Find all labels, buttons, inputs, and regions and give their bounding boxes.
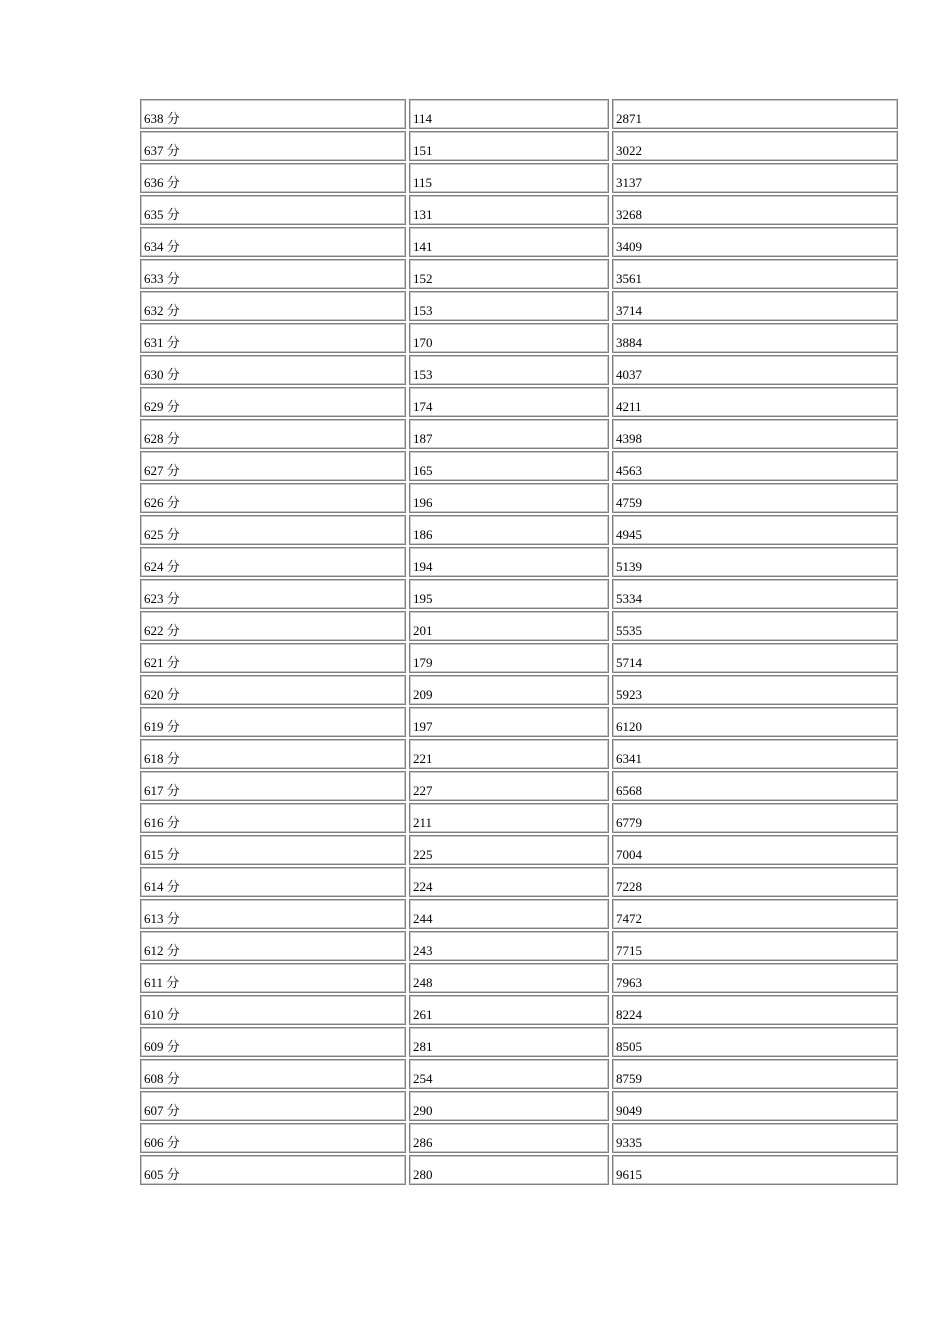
count-cell: 115 (409, 163, 609, 193)
table-row (139, 482, 898, 514)
score-cell: 634 分 (140, 227, 406, 257)
cumulative-cell: 2871 (612, 99, 898, 129)
count-cell: 194 (409, 547, 609, 577)
count-cell: 248 (409, 963, 609, 993)
count-cell: 179 (409, 643, 609, 673)
score-cell: 637 分 (140, 131, 406, 161)
cumulative-cell: 4211 (612, 387, 898, 417)
table-row (139, 898, 898, 930)
count-cell: 221 (409, 739, 609, 769)
table-row (139, 802, 898, 834)
score-cell: 616 分 (140, 803, 406, 833)
table-row (139, 322, 898, 354)
cumulative-cell: 3409 (612, 227, 898, 257)
score-table (139, 98, 898, 1186)
count-cell: 290 (409, 1091, 609, 1121)
score-cell: 608 分 (140, 1059, 406, 1089)
cumulative-cell: 5334 (612, 579, 898, 609)
cumulative-cell: 7963 (612, 963, 898, 993)
cumulative-cell: 4037 (612, 355, 898, 385)
score-cell: 618 分 (140, 739, 406, 769)
cumulative-cell: 3022 (612, 131, 898, 161)
cumulative-cell: 6568 (612, 771, 898, 801)
cumulative-cell: 9335 (612, 1123, 898, 1153)
score-cell: 633 分 (140, 259, 406, 289)
score-cell: 629 分 (140, 387, 406, 417)
table-row (139, 1154, 898, 1186)
cumulative-cell: 4563 (612, 451, 898, 481)
score-cell: 611 分 (140, 963, 406, 993)
cumulative-cell: 6120 (612, 707, 898, 737)
score-cell: 638 分 (140, 99, 406, 129)
score-cell: 607 分 (140, 1091, 406, 1121)
cumulative-cell: 3268 (612, 195, 898, 225)
score-cell: 619 分 (140, 707, 406, 737)
table-row (139, 258, 898, 290)
count-cell: 195 (409, 579, 609, 609)
table-row (139, 994, 898, 1026)
count-cell: 131 (409, 195, 609, 225)
table-row (139, 866, 898, 898)
table-row (139, 930, 898, 962)
count-cell: 254 (409, 1059, 609, 1089)
score-cell: 614 分 (140, 867, 406, 897)
cumulative-cell: 8759 (612, 1059, 898, 1089)
table-row (139, 738, 898, 770)
count-cell: 211 (409, 803, 609, 833)
cumulative-cell: 5139 (612, 547, 898, 577)
count-cell: 261 (409, 995, 609, 1025)
cumulative-cell: 3561 (612, 259, 898, 289)
score-cell: 612 分 (140, 931, 406, 961)
table-row (139, 98, 898, 130)
cumulative-cell: 3137 (612, 163, 898, 193)
score-cell: 613 分 (140, 899, 406, 929)
count-cell: 141 (409, 227, 609, 257)
table-row (139, 706, 898, 738)
count-cell: 151 (409, 131, 609, 161)
count-cell: 152 (409, 259, 609, 289)
score-cell: 623 分 (140, 579, 406, 609)
cumulative-cell: 9615 (612, 1155, 898, 1185)
table-row (139, 130, 898, 162)
count-cell: 153 (409, 291, 609, 321)
table-row (139, 162, 898, 194)
score-cell: 624 分 (140, 547, 406, 577)
score-cell: 609 分 (140, 1027, 406, 1057)
score-cell: 610 分 (140, 995, 406, 1025)
cumulative-cell: 5714 (612, 643, 898, 673)
table-row (139, 194, 898, 226)
count-cell: 187 (409, 419, 609, 449)
table-row (139, 386, 898, 418)
score-cell: 635 分 (140, 195, 406, 225)
score-cell: 615 分 (140, 835, 406, 865)
count-cell: 286 (409, 1123, 609, 1153)
count-cell: 243 (409, 931, 609, 961)
table-row (139, 1026, 898, 1058)
score-cell: 606 分 (140, 1123, 406, 1153)
count-cell: 174 (409, 387, 609, 417)
table-row (139, 514, 898, 546)
score-cell: 630 分 (140, 355, 406, 385)
cumulative-cell: 6341 (612, 739, 898, 769)
count-cell: 114 (409, 99, 609, 129)
count-cell: 281 (409, 1027, 609, 1057)
cumulative-cell: 4759 (612, 483, 898, 513)
count-cell: 209 (409, 675, 609, 705)
table-row (139, 834, 898, 866)
cumulative-cell: 8224 (612, 995, 898, 1025)
count-cell: 201 (409, 611, 609, 641)
count-cell: 153 (409, 355, 609, 385)
table-row (139, 770, 898, 802)
score-cell: 622 分 (140, 611, 406, 641)
count-cell: 186 (409, 515, 609, 545)
count-cell: 170 (409, 323, 609, 353)
table-row (139, 418, 898, 450)
cumulative-cell: 7715 (612, 931, 898, 961)
score-cell: 617 分 (140, 771, 406, 801)
score-cell: 628 分 (140, 419, 406, 449)
cumulative-cell: 7004 (612, 835, 898, 865)
count-cell: 165 (409, 451, 609, 481)
table-row (139, 1122, 898, 1154)
table-row (139, 610, 898, 642)
count-cell: 280 (409, 1155, 609, 1185)
score-cell: 626 分 (140, 483, 406, 513)
count-cell: 224 (409, 867, 609, 897)
score-cell: 636 分 (140, 163, 406, 193)
cumulative-cell: 7472 (612, 899, 898, 929)
score-cell: 632 分 (140, 291, 406, 321)
table-row (139, 290, 898, 322)
score-cell: 631 分 (140, 323, 406, 353)
table-row (139, 354, 898, 386)
table-row (139, 962, 898, 994)
score-cell: 627 分 (140, 451, 406, 481)
table-row (139, 1058, 898, 1090)
count-cell: 227 (409, 771, 609, 801)
cumulative-cell: 6779 (612, 803, 898, 833)
count-cell: 196 (409, 483, 609, 513)
cumulative-cell: 3714 (612, 291, 898, 321)
table-row (139, 578, 898, 610)
cumulative-cell: 8505 (612, 1027, 898, 1057)
cumulative-cell: 3884 (612, 323, 898, 353)
table-row (139, 546, 898, 578)
cumulative-cell: 9049 (612, 1091, 898, 1121)
cumulative-cell: 5923 (612, 675, 898, 705)
score-cell: 605 分 (140, 1155, 406, 1185)
cumulative-cell: 7228 (612, 867, 898, 897)
score-cell: 625 分 (140, 515, 406, 545)
table-row (139, 642, 898, 674)
cumulative-cell: 4398 (612, 419, 898, 449)
table-row (139, 674, 898, 706)
table-row (139, 450, 898, 482)
cumulative-cell: 5535 (612, 611, 898, 641)
score-cell: 620 分 (140, 675, 406, 705)
table-row (139, 1090, 898, 1122)
count-cell: 244 (409, 899, 609, 929)
table-row (139, 226, 898, 258)
count-cell: 197 (409, 707, 609, 737)
cumulative-cell: 4945 (612, 515, 898, 545)
score-cell: 621 分 (140, 643, 406, 673)
count-cell: 225 (409, 835, 609, 865)
